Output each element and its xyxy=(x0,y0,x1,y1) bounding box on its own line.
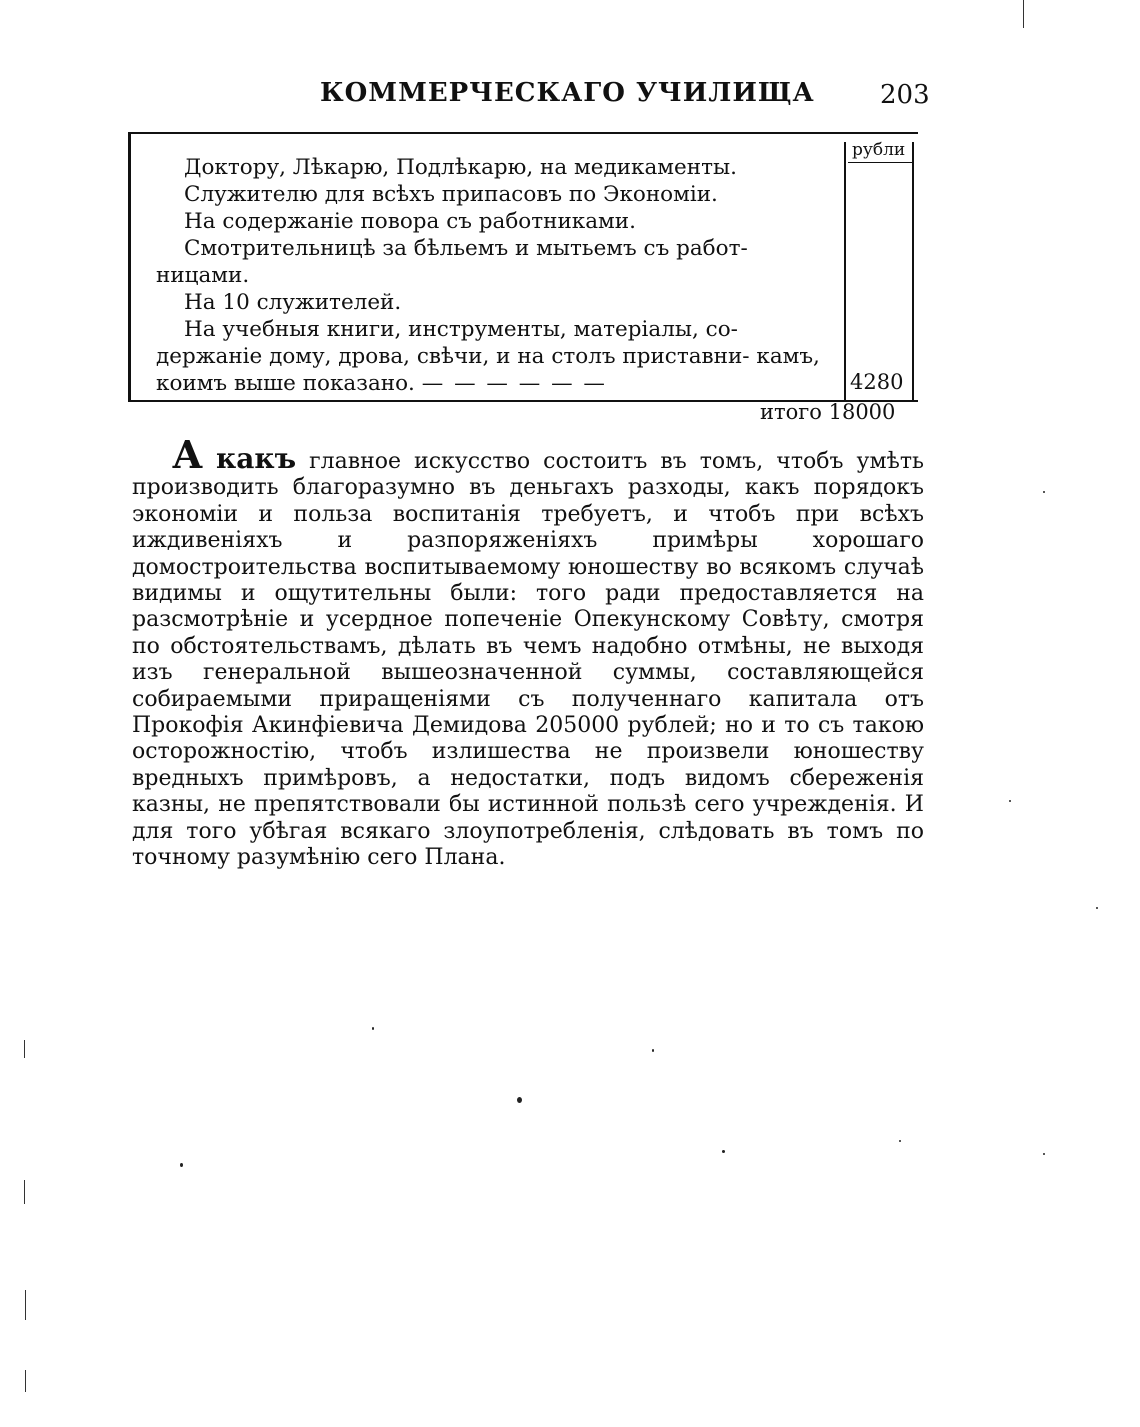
scan-speck xyxy=(1043,491,1045,493)
expense-item: Доктору, Лѣкарю, Подлѣкарю, на медикаменты. xyxy=(184,155,737,180)
expense-amount: 4280 xyxy=(850,370,904,394)
total-row xyxy=(760,400,895,424)
scan-edge-mark xyxy=(24,1180,25,1204)
table-column-rule xyxy=(912,142,914,400)
total-value: 18000 xyxy=(828,400,896,424)
scan-speck xyxy=(517,1097,522,1103)
body-text: главное искусство состоитъ въ томъ, чтобъ умѣть производить благоразумно въ деньгахъ разходы, какъ порядокъ экономіи и польза воспитанія требуетъ, и чтобъ при всѣхъ иждивеніяхъ и разпоряженіяхъ примѣры хорошаго домостроительства воспитываемому юношеству во всякомъ случаѣ видимы и ощутительны были: того ради предоставляется на разсмотрѣніе и усердное попеченіе Опекунскому Совѣту, смотря по обстоятельствамъ, дѣлать въ чемъ надобно отмѣны, не выходя изъ генеральной вышеозначенной суммы, составляющейся собираемыми приращеніями съ полученнаго капитала отъ Прокофія Акинфіевича Демидова 205000 рублей; но и то съ такою осторожностію, чтобъ излишества не произвели юношеству вредныхъ примѣровъ, а недостатки, подъ видомъ сбереженія казны, не препятствовали бы истинной пользѣ сего учрежденія. И для того убѣгая всякаго злоупотребленія, слѣдовать въ томъ по точному разумѣнію сего Плана. xyxy=(132,449,924,871)
expense-items xyxy=(156,154,846,397)
scan-speck xyxy=(1096,907,1098,909)
unit-underline xyxy=(848,162,912,163)
body-paragraph xyxy=(132,432,924,872)
scan-speck xyxy=(652,1049,654,1052)
expense-table xyxy=(128,132,918,402)
scan-speck xyxy=(1043,1153,1045,1155)
expense-item: Служителю для всѣхъ припасовъ по Экономіи. xyxy=(184,182,718,207)
scan-edge-mark xyxy=(25,1290,26,1320)
scan-edge-mark xyxy=(25,1370,26,1392)
drop-word: А xyxy=(172,432,203,477)
scan-edge-mark xyxy=(1023,0,1024,28)
scan-speck xyxy=(1009,800,1011,802)
expense-item: На 10 служителей. xyxy=(184,290,402,315)
lead-word: какъ xyxy=(215,442,297,475)
scan-speck xyxy=(180,1163,183,1167)
expense-item-text: На учебныя книги, инструменты, матеріалы, со- держаніе дому, дрова, свѣчи, и на столъ приставни- камъ, коимъ выше показано. xyxy=(156,317,820,396)
expense-item xyxy=(156,316,846,397)
expense-item: Смотрительницѣ за бѣльемъ и мытьемъ съ работ- ницами. xyxy=(156,236,748,288)
running-title: КОММЕРЧЕСКАГО УЧИЛИЩА xyxy=(320,78,815,108)
scan-speck xyxy=(899,1140,901,1142)
total-label: итого xyxy=(760,400,822,424)
leader-dashes: — — — — — — xyxy=(421,371,607,396)
unit-label: рубли xyxy=(852,140,906,160)
scan-speck xyxy=(722,1150,725,1153)
page-number: 203 xyxy=(880,80,930,110)
expense-item: На содержаніе повора съ работниками. xyxy=(184,209,636,234)
scan-speck xyxy=(372,1027,374,1030)
scan-edge-mark xyxy=(24,1040,25,1058)
table-left-rule xyxy=(128,134,131,400)
